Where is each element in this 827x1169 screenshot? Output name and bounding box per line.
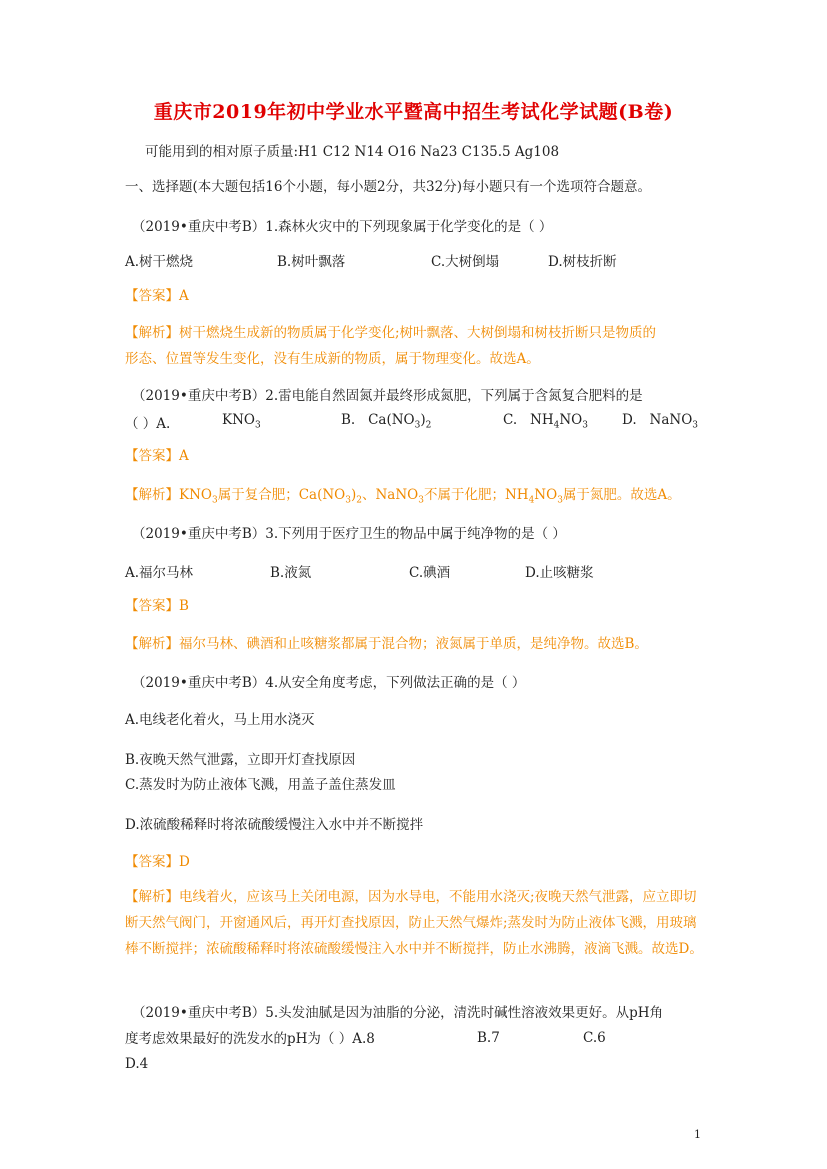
q2-option-a-sub: 3	[254, 420, 261, 431]
q2-option-c-sub2: 3	[582, 420, 588, 431]
q2-analysis-a: 【解析】KNO	[125, 487, 212, 503]
q2-paren-option-a	[125, 412, 170, 432]
q5-option-c: C.6	[583, 1030, 606, 1046]
q2-option-d	[622, 412, 698, 431]
q3-answer: 【答案】B	[125, 598, 189, 614]
q2-paren: （ ）A.	[125, 416, 171, 432]
q3-option-d: D.止咳糖浆	[525, 565, 594, 581]
q5-option-b: B.7	[477, 1030, 500, 1046]
q2-analysis-c: )	[350, 487, 357, 503]
q2-option-d-text: NaNO	[649, 412, 693, 428]
q3-option-c: C.碘酒	[409, 565, 451, 581]
q1-analysis-line-1: 【解析】树干燃烧生成新的物质属于化学变化;树叶飘落、大树倒塌和树枝折断只是物质的	[125, 325, 657, 341]
q5-option-d: D.4	[125, 1056, 149, 1072]
question-1-stem: （2019•重庆中考B）1.森林火灾中的下列现象属于化学变化的是（ ）	[132, 219, 553, 235]
q1-option-d: D.树枝折断	[548, 254, 617, 270]
q4-option-d: D.浓硫酸稀释时将浓硫酸缓慢注入水中并不断搅拌	[125, 817, 424, 833]
q2-analysis-sub1: 3	[211, 495, 218, 506]
q2-option-a-formula	[222, 412, 261, 431]
q3-option-a: A.福尔马林	[125, 565, 194, 581]
q2-option-c	[503, 412, 588, 431]
atomic-masses: 可能用到的相对原子质量:H1 C12 N14 O16 Na23 C135.5 Ag108	[145, 144, 560, 160]
q2-option-b-sub1: 3	[414, 420, 421, 431]
q2-option-c-text1: NH	[530, 412, 554, 428]
q2-option-b	[341, 412, 431, 431]
question-4-stem: （2019•重庆中考B）4.从安全角度考虑，下列做法正确的是（ ）	[132, 675, 526, 691]
q2-analysis-sub3: 2	[356, 495, 362, 506]
q2-analysis-g: 属于氮肥。故选A。	[562, 487, 681, 503]
question-5-stem-line-2: 度考虑效果最好的洗发水的pH为（ ）A.8	[125, 1031, 375, 1047]
q2-analysis-e: 不属于化肥；NH	[423, 487, 529, 503]
question-5-stem-line-1: （2019•重庆中考B）5.头发油腻是因为油脂的分泌，清洗时碱性溶液效果更好。从pH角	[132, 1005, 664, 1021]
q2-option-b-label: B.	[341, 412, 356, 428]
q2-option-c-text2: NO	[559, 412, 583, 428]
page-number: 1	[694, 1128, 701, 1141]
q2-option-c-label: C.	[503, 412, 518, 428]
q2-option-a-text: KNO	[222, 412, 255, 428]
q2-option-b-text: Ca(NO	[368, 412, 415, 428]
q2-analysis-sub2: 3	[345, 495, 351, 506]
q3-option-b: B.液氮	[270, 565, 312, 581]
q2-analysis-sub4: 3	[418, 495, 424, 506]
q1-option-b: B.树叶飘落	[277, 254, 346, 270]
q2-option-b-close: )	[420, 412, 426, 428]
q4-answer: 【答案】D	[125, 854, 190, 870]
q2-analysis	[125, 486, 681, 510]
q2-option-d-sub: 3	[692, 420, 698, 431]
q2-analysis-d: 、NaNO	[361, 487, 419, 503]
q1-answer: 【答案】A	[125, 288, 189, 304]
question-3-stem: （2019•重庆中考B）3.下列用于医疗卫生的物品中属于纯净物的是（ ）	[132, 526, 566, 542]
q4-analysis: 【解析】电线着火，应该马上关闭电源，因为水导电，不能用水浇灭;夜晚天然气泄露，应立即切断天然气阀门，开窗通风后，再开灯查找原因，防止天然气爆炸;蒸发时为防止液体飞溅，用玻璃棒不断搅拌；浓硫酸稀释时将浓硫酸缓慢注入水中并不断搅拌，防止水沸腾，液滴飞溅。故选D。	[125, 889, 703, 957]
q2-option-d-label: D.	[622, 412, 637, 428]
page-title: 重庆市2019年初中学业水平暨高中招生考试化学试题(B卷)	[153, 101, 674, 123]
q2-answer: 【答案】A	[125, 448, 189, 464]
q4-option-a: A.电线老化着火，马上用水浇灭	[125, 712, 315, 728]
q2-analysis-b: 属于复合肥；Ca(NO	[217, 487, 346, 503]
question-2-stem: （2019•重庆中考B）2.雷电能自然固氮并最终形成氮肥，下列属于含氮复合肥料的是	[132, 388, 643, 404]
q2-option-b-sub2: 2	[425, 420, 432, 431]
q2-analysis-sub6: 3	[557, 495, 563, 506]
q1-option-a: A.树干燃烧	[125, 254, 194, 270]
q4-option-b: B.夜晚天然气泄露，立即开灯查找原因	[125, 752, 356, 768]
q1-option-c: C.大树倒塌	[431, 254, 500, 270]
q3-analysis: 【解析】福尔马林、碘酒和止咳糖浆都属于混合物；液氮属于单质，是纯净物。故选B。	[125, 636, 648, 652]
q2-analysis-f: NO	[534, 487, 558, 503]
q2-option-c-sub1: 4	[553, 420, 560, 431]
q4-option-c: C.蒸发时为防止液体飞溅，用盖子盖住蒸发皿	[125, 777, 396, 793]
section-heading: 一、选择题(本大题包括16个小题，每小题2分，共32分)每小题只有一个选项符合题意。	[125, 179, 651, 195]
q1-analysis-line-2: 形态、位置等发生变化，没有生成新的物质，属于物理变化。故选A。	[125, 351, 540, 367]
q2-analysis-sub5: 4	[528, 495, 535, 506]
